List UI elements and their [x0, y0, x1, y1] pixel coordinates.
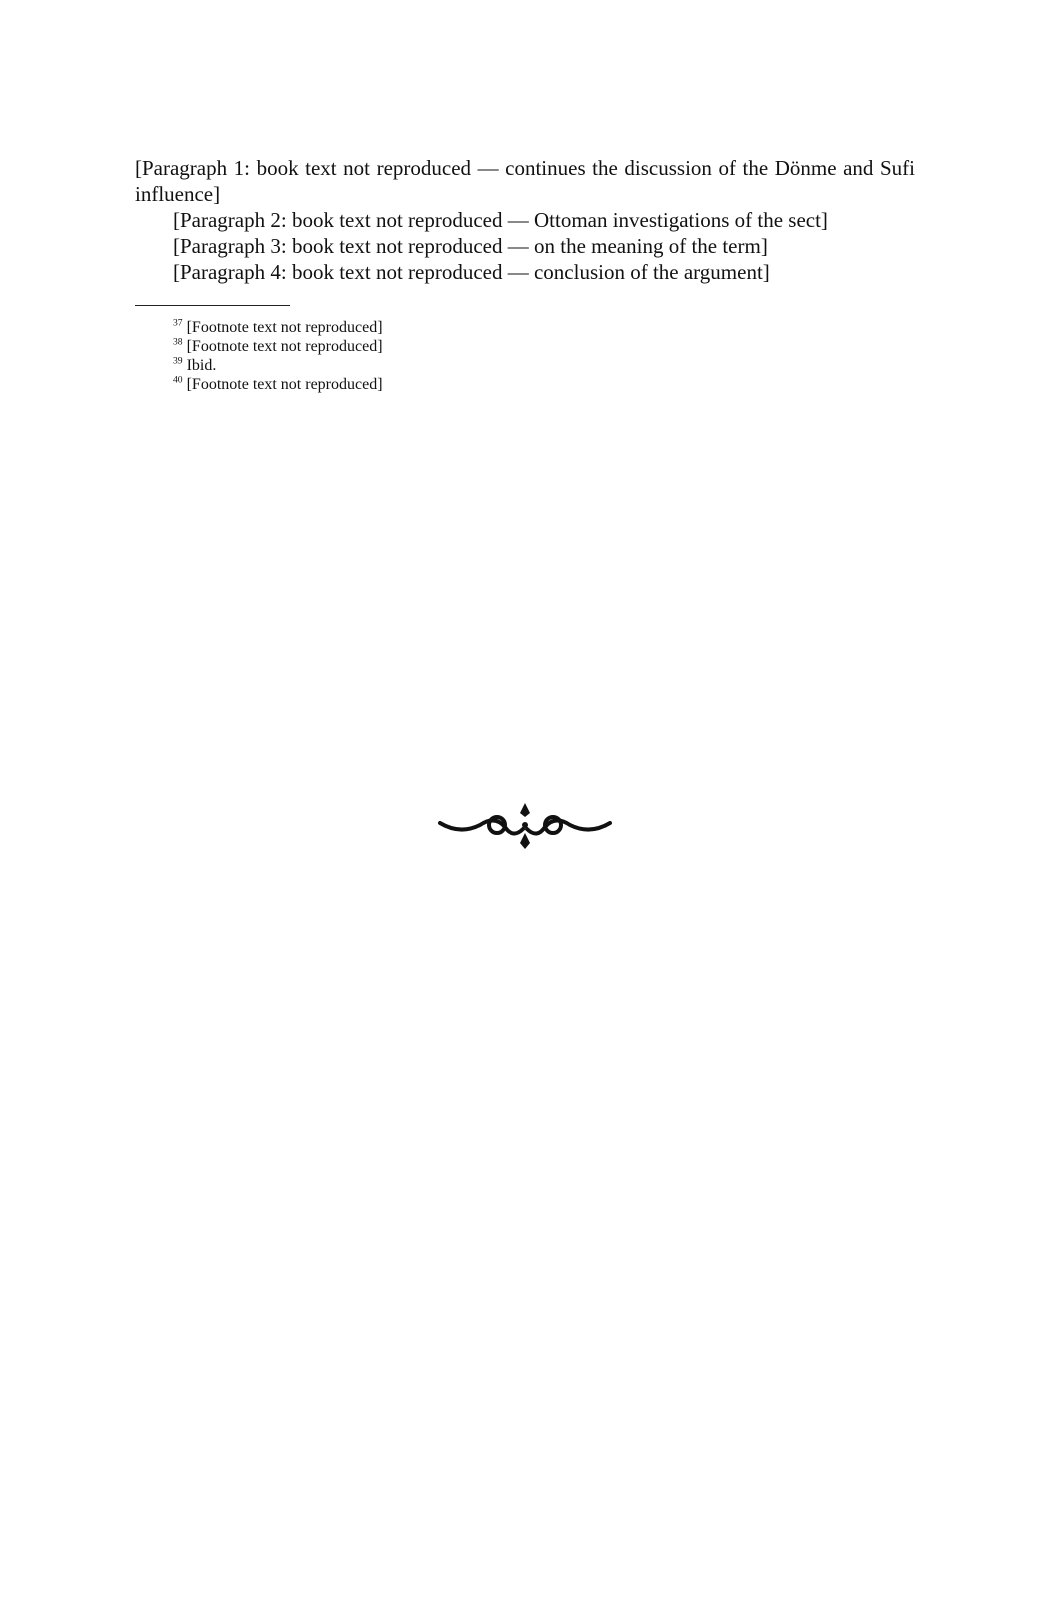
- footnote-number: 40: [173, 374, 183, 386]
- footnote-text: [Footnote text not reproduced]: [186, 338, 383, 355]
- footnote-text: [Footnote text not reproduced]: [186, 376, 383, 393]
- footnote-number: 39: [173, 355, 183, 367]
- footnote-number: 37: [173, 317, 183, 329]
- footnote-text: Ibid.: [186, 357, 217, 374]
- footnote-37: [135, 318, 915, 337]
- footnote-divider: [135, 305, 290, 306]
- body-paragraph-2: [Paragraph 2: book text not reproduced — Ottoman investigations of the sect]: [173, 208, 828, 232]
- footnote-38: [135, 337, 915, 356]
- page-content: [135, 155, 915, 394]
- footnote-number: 38: [173, 336, 183, 348]
- footnote-40: [135, 375, 915, 394]
- body-paragraph-3: [Paragraph 3: book text not reproduced — on the meaning of the term]: [173, 234, 768, 258]
- footnotes: [135, 318, 915, 394]
- body-paragraph-1: [Paragraph 1: book text not reproduced — continues the discussion of the Dönme and Sufi influence]: [135, 156, 915, 206]
- footnote-text: [Footnote text not reproduced]: [186, 319, 383, 336]
- decorative-vignette-icon: [435, 795, 615, 855]
- body-paragraph-4: [Paragraph 4: book text not reproduced — conclusion of the argument]: [173, 260, 770, 284]
- footnote-39: [135, 356, 915, 375]
